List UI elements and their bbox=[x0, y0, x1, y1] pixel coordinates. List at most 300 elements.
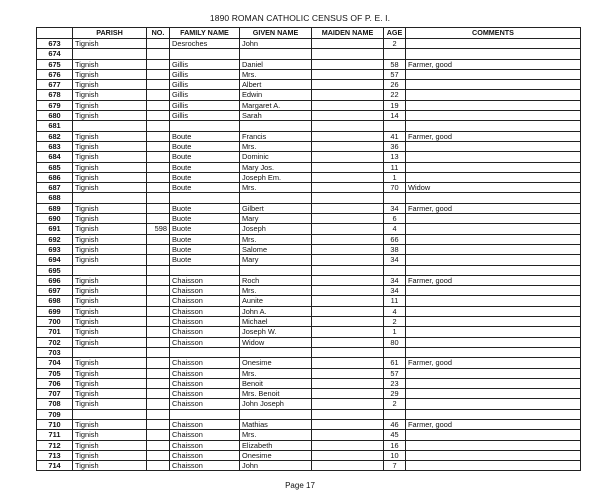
maiden-name-cell bbox=[312, 141, 384, 151]
page-number: Page 17 bbox=[285, 481, 315, 490]
given-name-cell: Roch bbox=[240, 275, 312, 285]
given-name-cell: Widow bbox=[240, 337, 312, 347]
table-row bbox=[37, 162, 581, 172]
no-cell bbox=[147, 378, 170, 388]
table-row bbox=[37, 461, 581, 471]
table-row bbox=[37, 234, 581, 244]
age-cell: 34 bbox=[384, 203, 406, 213]
family-name-cell: Chaisson bbox=[170, 275, 240, 285]
comments-cell bbox=[406, 409, 581, 419]
comments-cell bbox=[406, 172, 581, 182]
table-row bbox=[37, 80, 581, 90]
given-name-cell bbox=[240, 409, 312, 419]
parish-cell: Tignish bbox=[73, 172, 147, 182]
no-cell bbox=[147, 214, 170, 224]
header-maiden-name: MAIDEN NAME bbox=[312, 28, 384, 39]
given-name-cell: Mrs. Benoit bbox=[240, 389, 312, 399]
census-table bbox=[36, 27, 581, 471]
maiden-name-cell bbox=[312, 131, 384, 141]
no-cell bbox=[147, 409, 170, 419]
comments-cell bbox=[406, 90, 581, 100]
parish-cell bbox=[73, 347, 147, 357]
header-given-name: GIVEN NAME bbox=[240, 28, 312, 39]
no-cell bbox=[147, 327, 170, 337]
parish-cell: Tignish bbox=[73, 275, 147, 285]
age-cell: 34 bbox=[384, 255, 406, 265]
row-number: 691 bbox=[37, 224, 73, 234]
table-row bbox=[37, 337, 581, 347]
table-row bbox=[37, 111, 581, 121]
table-row bbox=[37, 296, 581, 306]
parish-cell: Tignish bbox=[73, 450, 147, 460]
given-name-cell: Mrs. bbox=[240, 141, 312, 151]
no-cell bbox=[147, 440, 170, 450]
row-number: 681 bbox=[37, 121, 73, 131]
no-cell bbox=[147, 49, 170, 59]
family-name-cell: Chaisson bbox=[170, 461, 240, 471]
age-cell bbox=[384, 409, 406, 419]
given-name-cell: Mary Jos. bbox=[240, 162, 312, 172]
parish-cell: Tignish bbox=[73, 224, 147, 234]
row-number: 693 bbox=[37, 244, 73, 254]
age-cell: 80 bbox=[384, 337, 406, 347]
comments-cell: Farmer, good bbox=[406, 203, 581, 213]
parish-cell: Tignish bbox=[73, 162, 147, 172]
table-row bbox=[37, 90, 581, 100]
family-name-cell: Gillis bbox=[170, 100, 240, 110]
no-cell bbox=[147, 368, 170, 378]
maiden-name-cell bbox=[312, 214, 384, 224]
age-cell: 46 bbox=[384, 419, 406, 429]
table-row bbox=[37, 327, 581, 337]
no-cell bbox=[147, 419, 170, 429]
given-name-cell bbox=[240, 193, 312, 203]
row-number: 684 bbox=[37, 152, 73, 162]
age-cell: 4 bbox=[384, 306, 406, 316]
given-name-cell: Mrs. bbox=[240, 69, 312, 79]
parish-cell: Tignish bbox=[73, 214, 147, 224]
age-cell: 11 bbox=[384, 162, 406, 172]
family-name-cell: Boute bbox=[170, 183, 240, 193]
family-name-cell: Chaisson bbox=[170, 430, 240, 440]
maiden-name-cell bbox=[312, 275, 384, 285]
maiden-name-cell bbox=[312, 358, 384, 368]
maiden-name-cell bbox=[312, 193, 384, 203]
comments-cell bbox=[406, 399, 581, 409]
age-cell: 2 bbox=[384, 399, 406, 409]
row-number: 707 bbox=[37, 389, 73, 399]
row-number: 704 bbox=[37, 358, 73, 368]
maiden-name-cell bbox=[312, 59, 384, 69]
family-name-cell: Chaisson bbox=[170, 296, 240, 306]
header-row bbox=[37, 28, 581, 39]
maiden-name-cell bbox=[312, 399, 384, 409]
table-row bbox=[37, 275, 581, 285]
parish-cell: Tignish bbox=[73, 39, 147, 49]
maiden-name-cell bbox=[312, 389, 384, 399]
row-number: 714 bbox=[37, 461, 73, 471]
header-family-name: FAMILY NAME bbox=[170, 28, 240, 39]
row-number: 682 bbox=[37, 131, 73, 141]
age-cell: 66 bbox=[384, 234, 406, 244]
age-cell: 10 bbox=[384, 450, 406, 460]
comments-cell bbox=[406, 337, 581, 347]
age-cell: 61 bbox=[384, 358, 406, 368]
parish-cell: Tignish bbox=[73, 430, 147, 440]
parish-cell bbox=[73, 49, 147, 59]
given-name-cell bbox=[240, 265, 312, 275]
given-name-cell: Mrs. bbox=[240, 430, 312, 440]
parish-cell bbox=[73, 193, 147, 203]
maiden-name-cell bbox=[312, 80, 384, 90]
family-name-cell: Chaisson bbox=[170, 286, 240, 296]
comments-cell bbox=[406, 141, 581, 151]
no-cell bbox=[147, 152, 170, 162]
family-name-cell: Chaisson bbox=[170, 389, 240, 399]
row-number: 697 bbox=[37, 286, 73, 296]
table-row bbox=[37, 389, 581, 399]
given-name-cell: Daniel bbox=[240, 59, 312, 69]
comments-cell bbox=[406, 80, 581, 90]
comments-cell bbox=[406, 440, 581, 450]
given-name-cell: Dominic bbox=[240, 152, 312, 162]
table-row bbox=[37, 39, 581, 49]
no-cell bbox=[147, 244, 170, 254]
parish-cell: Tignish bbox=[73, 141, 147, 151]
table-row bbox=[37, 193, 581, 203]
given-name-cell: Mrs. bbox=[240, 234, 312, 244]
maiden-name-cell bbox=[312, 461, 384, 471]
row-number: 710 bbox=[37, 419, 73, 429]
parish-cell: Tignish bbox=[73, 337, 147, 347]
row-number: 687 bbox=[37, 183, 73, 193]
no-cell bbox=[147, 69, 170, 79]
row-number: 712 bbox=[37, 440, 73, 450]
maiden-name-cell bbox=[312, 296, 384, 306]
row-number: 706 bbox=[37, 378, 73, 388]
table-row bbox=[37, 152, 581, 162]
family-name-cell: Chaisson bbox=[170, 317, 240, 327]
parish-cell: Tignish bbox=[73, 111, 147, 121]
maiden-name-cell bbox=[312, 203, 384, 213]
comments-cell bbox=[406, 389, 581, 399]
parish-cell: Tignish bbox=[73, 368, 147, 378]
row-number: 698 bbox=[37, 296, 73, 306]
row-number: 689 bbox=[37, 203, 73, 213]
parish-cell: Tignish bbox=[73, 378, 147, 388]
comments-cell bbox=[406, 255, 581, 265]
parish-cell: Tignish bbox=[73, 306, 147, 316]
comments-cell bbox=[406, 378, 581, 388]
comments-cell bbox=[406, 69, 581, 79]
page-title: 1890 ROMAN CATHOLIC CENSUS OF P. E. I. bbox=[209, 13, 391, 23]
table-row bbox=[37, 306, 581, 316]
family-name-cell: Boute bbox=[170, 141, 240, 151]
table-row bbox=[37, 378, 581, 388]
no-cell bbox=[147, 39, 170, 49]
family-name-cell: Boute bbox=[170, 162, 240, 172]
given-name-cell bbox=[240, 49, 312, 59]
family-name-cell bbox=[170, 193, 240, 203]
family-name-cell: Chaisson bbox=[170, 419, 240, 429]
row-number: 675 bbox=[37, 59, 73, 69]
comments-cell bbox=[406, 244, 581, 254]
family-name-cell: Boute bbox=[170, 131, 240, 141]
no-cell bbox=[147, 131, 170, 141]
age-cell: 34 bbox=[384, 275, 406, 285]
given-name-cell: Mathias bbox=[240, 419, 312, 429]
age-cell: 41 bbox=[384, 131, 406, 141]
age-cell: 7 bbox=[384, 461, 406, 471]
family-name-cell: Buote bbox=[170, 244, 240, 254]
maiden-name-cell bbox=[312, 419, 384, 429]
comments-cell bbox=[406, 450, 581, 460]
parish-cell: Tignish bbox=[73, 358, 147, 368]
family-name-cell: Gillis bbox=[170, 111, 240, 121]
comments-cell bbox=[406, 461, 581, 471]
no-cell bbox=[147, 193, 170, 203]
no-cell bbox=[147, 296, 170, 306]
family-name-cell: Chaisson bbox=[170, 378, 240, 388]
family-name-cell bbox=[170, 409, 240, 419]
row-number: 699 bbox=[37, 306, 73, 316]
row-number: 700 bbox=[37, 317, 73, 327]
row-number: 680 bbox=[37, 111, 73, 121]
table-row bbox=[37, 368, 581, 378]
no-cell bbox=[147, 399, 170, 409]
age-cell: 34 bbox=[384, 286, 406, 296]
given-name-cell: Salome bbox=[240, 244, 312, 254]
given-name-cell: Aunite bbox=[240, 296, 312, 306]
maiden-name-cell bbox=[312, 255, 384, 265]
no-cell bbox=[147, 80, 170, 90]
row-number: 678 bbox=[37, 90, 73, 100]
family-name-cell: Chaisson bbox=[170, 368, 240, 378]
table-row bbox=[37, 244, 581, 254]
row-number: 713 bbox=[37, 450, 73, 460]
table-row bbox=[37, 358, 581, 368]
age-cell: 36 bbox=[384, 141, 406, 151]
maiden-name-cell bbox=[312, 327, 384, 337]
parish-cell bbox=[73, 121, 147, 131]
comments-cell bbox=[406, 224, 581, 234]
family-name-cell: Buote bbox=[170, 214, 240, 224]
maiden-name-cell bbox=[312, 440, 384, 450]
age-cell: 14 bbox=[384, 111, 406, 121]
row-number: 683 bbox=[37, 141, 73, 151]
given-name-cell: Gilbert bbox=[240, 203, 312, 213]
table-row bbox=[37, 131, 581, 141]
given-name-cell: Benoit bbox=[240, 378, 312, 388]
no-cell bbox=[147, 389, 170, 399]
age-cell: 26 bbox=[384, 80, 406, 90]
header-no: NO. bbox=[147, 28, 170, 39]
age-cell: 23 bbox=[384, 378, 406, 388]
given-name-cell: Joseph Em. bbox=[240, 172, 312, 182]
given-name-cell: John Joseph bbox=[240, 399, 312, 409]
maiden-name-cell bbox=[312, 347, 384, 357]
row-number: 673 bbox=[37, 39, 73, 49]
parish-cell: Tignish bbox=[73, 183, 147, 193]
parish-cell: Tignish bbox=[73, 461, 147, 471]
table-row bbox=[37, 419, 581, 429]
parish-cell: Tignish bbox=[73, 419, 147, 429]
age-cell bbox=[384, 265, 406, 275]
maiden-name-cell bbox=[312, 172, 384, 182]
row-number: 694 bbox=[37, 255, 73, 265]
parish-cell: Tignish bbox=[73, 100, 147, 110]
parish-cell: Tignish bbox=[73, 131, 147, 141]
no-cell bbox=[147, 255, 170, 265]
no-cell bbox=[147, 450, 170, 460]
family-name-cell bbox=[170, 265, 240, 275]
row-number: 686 bbox=[37, 172, 73, 182]
age-cell: 57 bbox=[384, 368, 406, 378]
age-cell: 58 bbox=[384, 59, 406, 69]
given-name-cell: Mrs. bbox=[240, 286, 312, 296]
no-cell bbox=[147, 286, 170, 296]
family-name-cell: Boute bbox=[170, 172, 240, 182]
comments-cell bbox=[406, 49, 581, 59]
row-number: 677 bbox=[37, 80, 73, 90]
maiden-name-cell bbox=[312, 162, 384, 172]
header-row-number bbox=[37, 28, 73, 39]
family-name-cell bbox=[170, 347, 240, 357]
maiden-name-cell bbox=[312, 244, 384, 254]
row-number: 701 bbox=[37, 327, 73, 337]
maiden-name-cell bbox=[312, 152, 384, 162]
row-number: 676 bbox=[37, 69, 73, 79]
given-name-cell bbox=[240, 347, 312, 357]
parish-cell: Tignish bbox=[73, 152, 147, 162]
age-cell bbox=[384, 193, 406, 203]
table-row bbox=[37, 172, 581, 182]
no-cell bbox=[147, 90, 170, 100]
comments-cell bbox=[406, 111, 581, 121]
row-number: 679 bbox=[37, 100, 73, 110]
given-name-cell: Joseph W. bbox=[240, 327, 312, 337]
age-cell bbox=[384, 347, 406, 357]
age-cell: 1 bbox=[384, 172, 406, 182]
comments-cell bbox=[406, 121, 581, 131]
comments-cell: Farmer, good bbox=[406, 358, 581, 368]
age-cell: 22 bbox=[384, 90, 406, 100]
family-name-cell: Buote bbox=[170, 234, 240, 244]
maiden-name-cell bbox=[312, 49, 384, 59]
maiden-name-cell bbox=[312, 234, 384, 244]
no-cell bbox=[147, 347, 170, 357]
table-row bbox=[37, 49, 581, 59]
table-row bbox=[37, 265, 581, 275]
no-cell bbox=[147, 358, 170, 368]
header-age: AGE bbox=[384, 28, 406, 39]
age-cell: 16 bbox=[384, 440, 406, 450]
family-name-cell: Gillis bbox=[170, 69, 240, 79]
given-name-cell: Michael bbox=[240, 317, 312, 327]
row-number: 702 bbox=[37, 337, 73, 347]
family-name-cell: Gillis bbox=[170, 90, 240, 100]
age-cell: 29 bbox=[384, 389, 406, 399]
maiden-name-cell bbox=[312, 286, 384, 296]
maiden-name-cell bbox=[312, 183, 384, 193]
maiden-name-cell bbox=[312, 121, 384, 131]
family-name-cell: Boute bbox=[170, 152, 240, 162]
comments-cell bbox=[406, 162, 581, 172]
parish-cell: Tignish bbox=[73, 255, 147, 265]
table-row bbox=[37, 286, 581, 296]
age-cell: 70 bbox=[384, 183, 406, 193]
no-cell bbox=[147, 111, 170, 121]
age-cell: 38 bbox=[384, 244, 406, 254]
age-cell: 11 bbox=[384, 296, 406, 306]
row-number: 696 bbox=[37, 275, 73, 285]
maiden-name-cell bbox=[312, 306, 384, 316]
maiden-name-cell bbox=[312, 69, 384, 79]
maiden-name-cell bbox=[312, 409, 384, 419]
table-row bbox=[37, 317, 581, 327]
parish-cell: Tignish bbox=[73, 389, 147, 399]
comments-cell bbox=[406, 39, 581, 49]
parish-cell bbox=[73, 409, 147, 419]
age-cell: 1 bbox=[384, 327, 406, 337]
comments-cell: Widow bbox=[406, 183, 581, 193]
parish-cell: Tignish bbox=[73, 440, 147, 450]
parish-cell: Tignish bbox=[73, 69, 147, 79]
no-cell bbox=[147, 306, 170, 316]
table-row bbox=[37, 450, 581, 460]
age-cell: 19 bbox=[384, 100, 406, 110]
age-cell: 45 bbox=[384, 430, 406, 440]
table-row bbox=[37, 224, 581, 234]
comments-cell: Farmer, good bbox=[406, 59, 581, 69]
family-name-cell: Chaisson bbox=[170, 358, 240, 368]
no-cell bbox=[147, 172, 170, 182]
row-number: 703 bbox=[37, 347, 73, 357]
table-row bbox=[37, 347, 581, 357]
parish-cell: Tignish bbox=[73, 90, 147, 100]
table-row bbox=[37, 59, 581, 69]
table-row bbox=[37, 203, 581, 213]
table-row bbox=[37, 121, 581, 131]
parish-cell: Tignish bbox=[73, 317, 147, 327]
table-row bbox=[37, 214, 581, 224]
parish-cell bbox=[73, 265, 147, 275]
comments-cell bbox=[406, 234, 581, 244]
no-cell bbox=[147, 121, 170, 131]
age-cell: 13 bbox=[384, 152, 406, 162]
row-number: 674 bbox=[37, 49, 73, 59]
maiden-name-cell bbox=[312, 430, 384, 440]
given-name-cell: Elizabeth bbox=[240, 440, 312, 450]
age-cell: 4 bbox=[384, 224, 406, 234]
given-name-cell bbox=[240, 121, 312, 131]
parish-cell: Tignish bbox=[73, 244, 147, 254]
row-number: 708 bbox=[37, 399, 73, 409]
given-name-cell: Sarah bbox=[240, 111, 312, 121]
family-name-cell: Buote bbox=[170, 224, 240, 234]
family-name-cell: Chaisson bbox=[170, 399, 240, 409]
comments-cell bbox=[406, 265, 581, 275]
given-name-cell: Mrs. bbox=[240, 183, 312, 193]
comments-cell bbox=[406, 347, 581, 357]
no-cell bbox=[147, 275, 170, 285]
family-name-cell: Chaisson bbox=[170, 337, 240, 347]
no-cell bbox=[147, 162, 170, 172]
family-name-cell: Desroches bbox=[170, 39, 240, 49]
comments-cell bbox=[406, 152, 581, 162]
no-cell bbox=[147, 100, 170, 110]
header-parish: PARISH bbox=[73, 28, 147, 39]
